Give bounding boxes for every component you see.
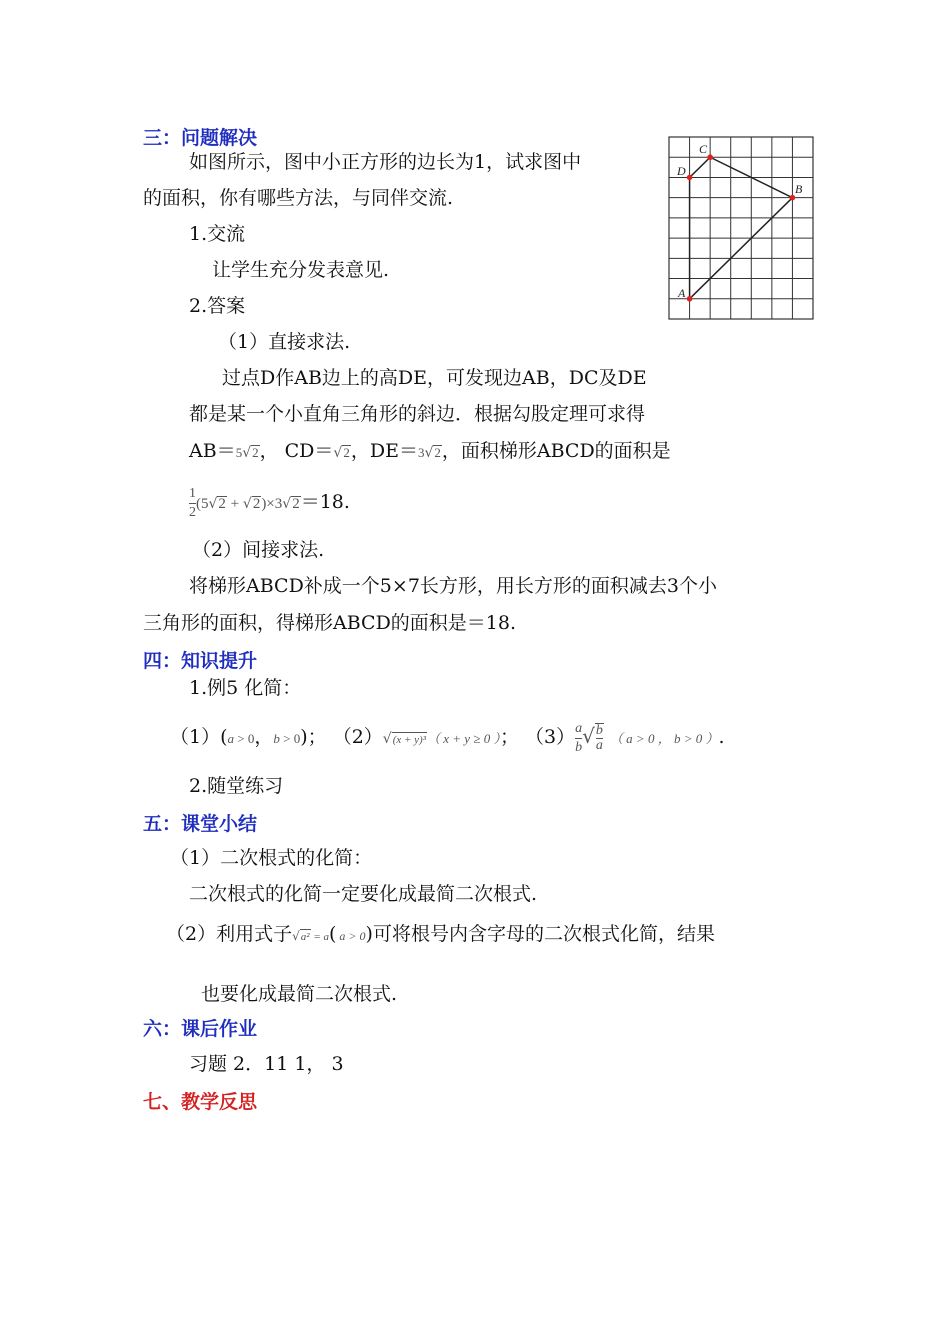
item2-radicand: a² — [300, 931, 310, 943]
sqrt-icon: √ — [242, 496, 252, 512]
label-d: D — [677, 164, 686, 178]
area-formula — [189, 482, 350, 524]
formula-open: (5 — [196, 496, 209, 512]
item2-cond: a > 0 — [336, 929, 366, 943]
grid-border — [669, 137, 813, 319]
sqrt-icon: √ — [333, 445, 343, 461]
ex3-frac-den: b — [575, 739, 583, 755]
point-a — [687, 296, 693, 302]
section3-heading: 三：问题解决 — [143, 127, 258, 149]
sqrt-icon: √ — [208, 496, 218, 512]
problem-line1 — [189, 150, 581, 174]
formula-plus: + — [230, 496, 240, 512]
problem-line1-text: 如图所示，图中小正方形的边长为1，试求图中 — [189, 151, 582, 173]
summary-item1-title: （1）二次根式的化简： — [170, 847, 373, 869]
sqrt-icon: √ — [242, 445, 252, 461]
fraction-denominator: 2 — [189, 504, 196, 520]
ex2-num: （2） — [332, 726, 383, 748]
method2-line2: 三角形的面积，得梯形ABCD的面积是＝18. — [143, 612, 517, 634]
ex1-var-a: a — [227, 731, 235, 746]
item2-post: )可将根号内含字母的二次根式化简，结果 — [365, 923, 715, 945]
ab-label: AB＝ — [189, 440, 236, 462]
method2-title: （2）间接求法. — [192, 539, 325, 561]
exchange-title: 1.交流 — [189, 223, 246, 245]
de-coef: 3 — [417, 445, 425, 460]
ex3-cond: （ a > 0 ， b > 0 ） — [609, 731, 719, 746]
formula-result: ＝18. — [300, 491, 350, 513]
ex3-num: （3） — [525, 726, 576, 748]
sqrt-icon: √ — [424, 445, 434, 461]
ex3-end: . — [718, 726, 725, 748]
sqrt-icon: √ — [382, 731, 392, 747]
grid-svg — [668, 136, 818, 326]
ex1-gt-b: > 0 — [279, 731, 301, 746]
formula-radicand-3: 2 — [292, 496, 300, 512]
section6-heading: 六：课后作业 — [143, 1018, 258, 1040]
summary-item1-text: 二次根式的化简一定要化成最简二次根式. — [189, 883, 538, 905]
ex1-num: （1）( — [170, 726, 228, 748]
ex1-gt-a: > 0 — [234, 731, 255, 746]
sqrt-icon: √ — [282, 496, 292, 512]
example-items — [170, 714, 725, 761]
sqrt-icon: √ — [292, 929, 300, 943]
lengths-line — [189, 439, 671, 465]
sqrt-icon: √ — [582, 724, 595, 748]
ex2-end: ； — [499, 726, 519, 748]
de-radicand: 2 — [434, 445, 441, 460]
item2-pre: （2）利用式子 — [166, 923, 293, 945]
exchange-text: 让学生充分发表意见. — [212, 259, 390, 281]
fraction-numerator: 1 — [189, 485, 196, 501]
de-label: ，DE＝ — [350, 440, 418, 462]
area-text: ，面积梯形ABCD的面积是 — [441, 440, 671, 462]
section5-heading: 五：课堂小结 — [143, 813, 258, 835]
half-fraction — [189, 485, 196, 522]
point-c — [707, 154, 713, 160]
method1-line2: 都是某一个小直角三角形的斜边．根据勾股定理可求得 — [189, 403, 646, 425]
ex1-sep: ， — [254, 726, 274, 748]
ex1-end: )； — [300, 726, 327, 748]
item2-open: ( — [329, 923, 337, 945]
ex3-frac-num: a — [575, 720, 583, 736]
summary-item2-line1 — [166, 918, 715, 953]
ab-radicand: 2 — [252, 445, 259, 460]
item2-formula-eq: = a — [310, 931, 329, 943]
problem-line2: 的面积，你有哪些方法，与同伴交流. — [143, 187, 454, 209]
ex2-radicand: (x + y)³ — [392, 734, 427, 746]
formula-radicand-1: 2 — [218, 496, 226, 512]
ab-coef: 5 — [235, 445, 243, 460]
section7-heading: 七、教学反思 — [143, 1091, 258, 1113]
label-b: B — [795, 182, 803, 196]
trapezoid-grid-figure — [668, 136, 818, 331]
ex3-rad-den: a — [595, 738, 603, 753]
answer-title: 2.答案 — [189, 295, 246, 317]
label-a: A — [678, 286, 686, 300]
ex3-radical-fraction — [595, 723, 604, 753]
summary-item2-line2: 也要化成最简二次根式. — [201, 983, 398, 1005]
example-title: 1.例5 化简： — [189, 677, 302, 699]
ex1-var-b: b — [273, 731, 280, 746]
formula-close: )×3 — [261, 496, 283, 512]
ex3-rad-num: b — [595, 723, 603, 738]
method1-title: （1）直接求法. — [218, 331, 351, 353]
label-c: C — [699, 142, 708, 156]
point-d — [687, 175, 693, 181]
method1-line1: 过点D作AB边上的高DE，可发现边AB，DC及DE — [222, 367, 647, 389]
cd-label: ， CD＝ — [259, 440, 334, 462]
ex2-cond: （ x + y ≥ 0 ） — [427, 731, 500, 746]
formula-radicand-2: 2 — [252, 496, 261, 512]
homework-text: 习题 2．11 1， 3 — [189, 1053, 344, 1075]
section4-heading: 四：知识提升 — [143, 650, 258, 672]
cd-radicand: 2 — [343, 445, 350, 460]
method2-line1: 将梯形ABCD补成一个5×7长方形，用长方形的面积减去3个小 — [189, 575, 717, 597]
practice-title: 2.随堂练习 — [189, 775, 284, 797]
